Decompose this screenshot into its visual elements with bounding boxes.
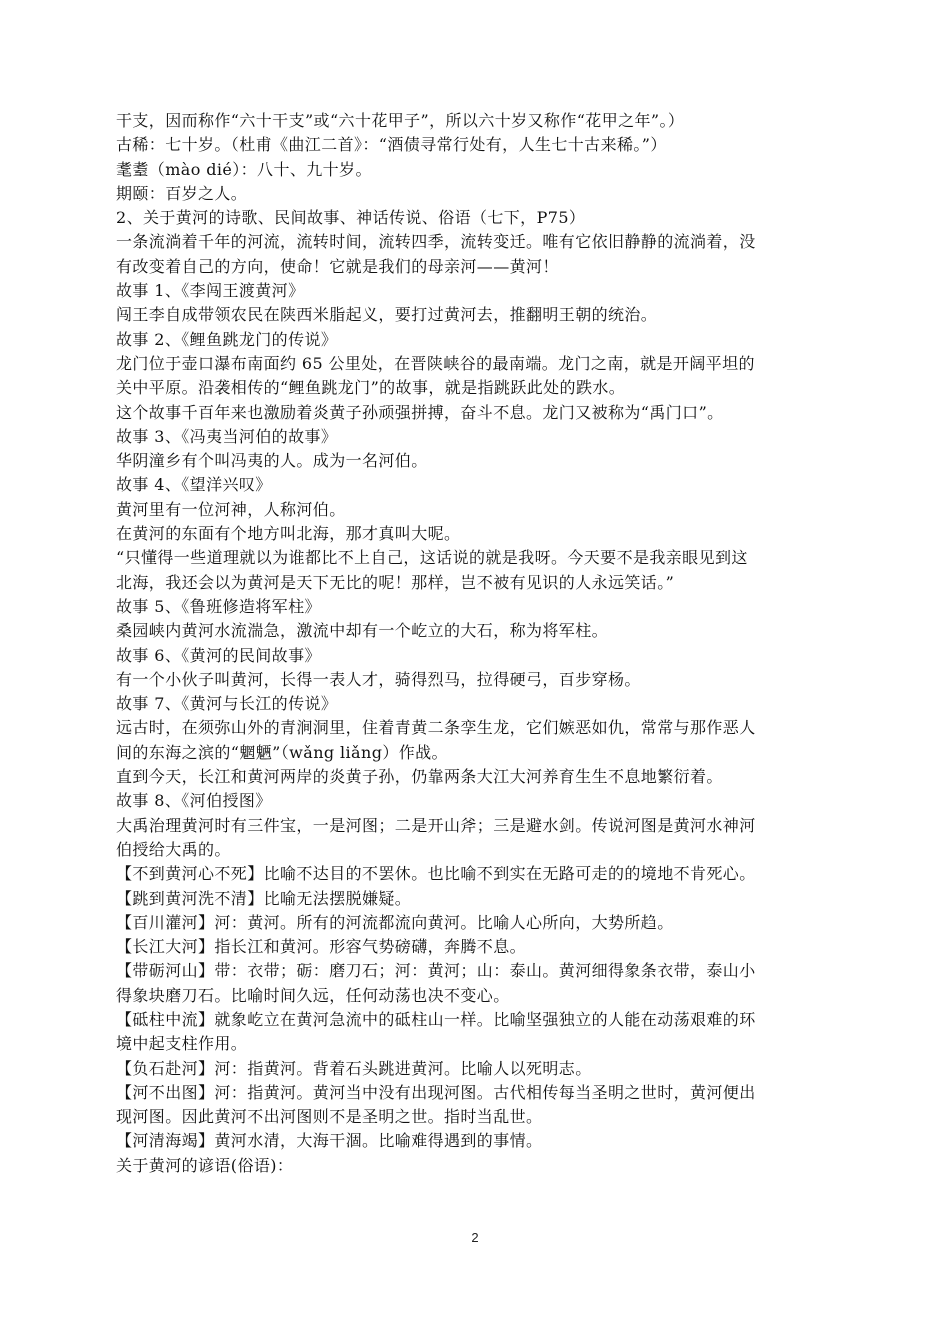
idiom-entry: 【跳到黄河洗不清】比喻无法摆脱嫌疑。 — [116, 888, 412, 908]
text-line: 间的东海之滨的“魍魉”（wǎng liǎng）作战。 — [116, 742, 448, 762]
text-line: 关中平原。沿袭相传的“鲤鱼跳龙门”的故事，就是指跳跃此处的跌水。 — [116, 378, 626, 398]
story-title: 故事 5、《鲁班修造将军柱》 — [116, 596, 321, 616]
text-line: 一条流淌着千年的河流，流转时间，流转四季，流转变迁。唯有它依旧静静的流淌着，没 — [116, 232, 756, 252]
idiom-entry: 【带砺河山】带：衣带；砺：磨刀石；河：黄河；山：泰山。黄河细得象条衣带，泰山小 — [116, 961, 756, 981]
story-title: 故事 2、《鲤鱼跳龙门的传说》 — [116, 329, 338, 349]
section-subheading: 关于黄河的谚语(俗语)： — [116, 1155, 294, 1175]
idiom-entry: 【不到黄河心不死】比喻不达目的不罢休。也比喻不到实在无路可走的的境地不肯死心。 — [116, 864, 756, 884]
text-line: 黄河里有一位河神，人称河伯。 — [116, 499, 346, 519]
text-line: 现河图。因此黄河不出河图则不是圣明之世。指时当乱世。 — [116, 1107, 543, 1127]
story-title: 故事 7、《黄河与长江的传说》 — [116, 694, 338, 714]
text-line: 北海，我还会以为黄河是天下无比的呢！那样，岂不被有见识的人永远笑话。” — [116, 572, 675, 592]
text-line: 耄耋（mào dié）：八十、九十岁。 — [116, 159, 372, 179]
text-line: 龙门位于壶口瀑布南面约 65 公里处，在晋陕峡谷的最南端。龙门之南，就是开阔平坦的 — [116, 353, 755, 373]
text-line: 伯授给大禹的。 — [116, 839, 231, 859]
section-heading: 2、关于黄河的诗歌、民间故事、神话传说、俗语（七下，P75） — [116, 208, 586, 228]
page-number: 2 — [471, 1230, 479, 1245]
idiom-entry: 【砥柱中流】就象屹立在黄河急流中的砥柱山一样。比喻坚强独立的人能在动荡艰难的环 — [116, 1009, 756, 1029]
idiom-entry: 【负石赴河】河：指黄河。背着石头跳进黄河。比喻人以死明志。 — [116, 1058, 592, 1078]
text-line: 这个故事千百年来也激励着炎黄子孙顽强拼搏，奋斗不息。龙门又被称为“禹门口”。 — [116, 402, 724, 422]
idiom-entry: 【河清海竭】黄河水清，大海干涸。比喻难得遇到的事情。 — [116, 1131, 543, 1151]
idiom-entry: 【长江大河】指长江和黄河。形容气势磅礴，奔腾不息。 — [116, 937, 527, 957]
document-body — [116, 109, 864, 1178]
text-line: 华阴潼乡有个叫冯夷的人。成为一名河伯。 — [116, 451, 428, 471]
text-line: 大禹治理黄河时有三件宝，一是河图；二是开山斧；三是避水剑。传说河图是黄河水神河 — [116, 815, 756, 835]
story-title: 故事 1、《李闯王渡黄河》 — [116, 281, 305, 301]
text-line: 闯王李自成带领农民在陕西米脂起义，要打过黄河去，推翻明王朝的统治。 — [116, 305, 658, 325]
story-title: 故事 8、《河伯授图》 — [116, 791, 272, 811]
text-line: 有一个小伙子叫黄河，长得一表人才，骑得烈马，拉得硬弓，百步穿杨。 — [116, 669, 641, 689]
text-line: 桑园峡内黄河水流湍急，激流中却有一个屹立的大石，称为将军柱。 — [116, 621, 609, 641]
idiom-entry: 【百川灌河】河：黄河。所有的河流都流向黄河。比喻人心所向，大势所趋。 — [116, 912, 674, 932]
text-line: 干支，因而称作“六十干支”或“六十花甲子”，所以六十岁又称作“花甲之年”。） — [116, 111, 685, 130]
text-line: 直到今天，长江和黄河两岸的炎黄子孙，仍靠两条大江大河养育生生不息地繁衍着。 — [116, 767, 723, 787]
text-line: 境中起支柱作用。 — [116, 1034, 248, 1054]
story-title: 故事 3、《冯夷当河伯的故事》 — [116, 426, 338, 446]
story-title: 故事 6、《黄河的民间故事》 — [116, 645, 321, 665]
idiom-entry: 【河不出图】河：指黄河。黄河当中没有出现河图。古代相传每当圣明之世时，黄河便出 — [116, 1082, 756, 1102]
text-line: 在黄河的东面有个地方叫北海，那才真叫大呢。 — [116, 524, 461, 544]
text-line: “只懂得一些道理就以为谁都比不上自己，这话说的就是我呀。今天要不是我亲眼见到这 — [116, 548, 748, 568]
text-line: 得象块磨刀石。比喻时间久远，任何动荡也决不变心。 — [116, 985, 510, 1005]
text-line: 古稀：七十岁。（杜甫《曲江二首》：“酒债寻常行处有，人生七十古来稀。”） — [116, 135, 667, 155]
story-title: 故事 4、《望洋兴叹》 — [116, 475, 272, 495]
text-line: 期颐：百岁之人。 — [116, 183, 248, 203]
text-line: 远古时，在须弥山外的青涧洞里，住着青黄二条孪生龙，它们嫉恶如仇，常常与那作恶人 — [116, 718, 756, 738]
text-line: 有改变着自己的方向，使命！它就是我们的母亲河——黄河！ — [116, 256, 559, 276]
